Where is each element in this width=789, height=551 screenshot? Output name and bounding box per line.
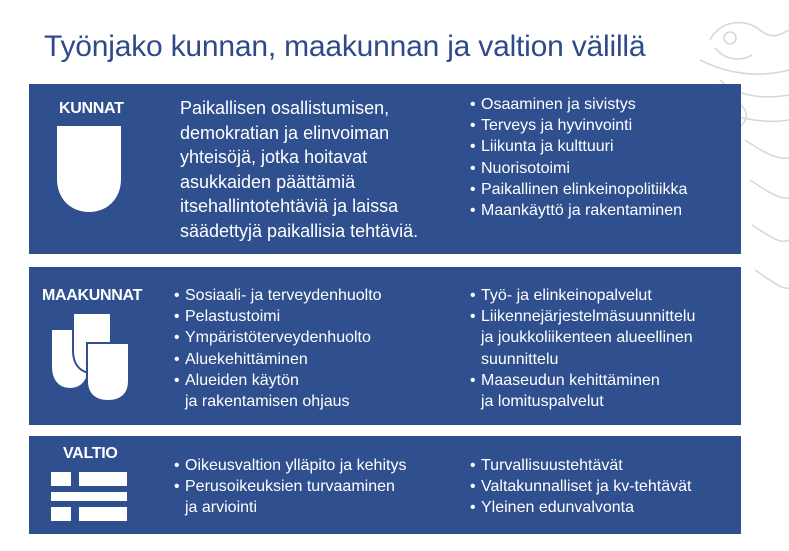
maakunnat-task-item: • Ympäristöterveydenhuolto [174, 327, 382, 348]
valtio-label: VALTIO [63, 445, 118, 462]
kunnat-description: Paikallisen osallistumisen, demokratian ja elinvoiman yhteisöjä, jotka hoitavat asukkaiden päättämiä itsehallintotehtäviä ja laissa säädettyjä paikallisia tehtäviä. [180, 98, 419, 241]
kunnat-task-list [470, 94, 687, 221]
maakunnat-task-item: • Alueiden käytön ja rakentamisen ohjaus [174, 370, 382, 412]
valtio-task-item: • Perusoikeuksien turvaaminen ja arviointi [174, 476, 406, 518]
valtio-left-list [174, 455, 406, 519]
valtio-task-item: • Oikeusvaltion ylläpito ja kehitys [174, 455, 406, 476]
maakunnat-panel [29, 267, 741, 425]
maakunnat-label: MAAKUNNAT [42, 287, 143, 304]
kunnat-task-item: • Maankäyttö ja rakentaminen [470, 200, 687, 221]
maakunnat-task-item: • Pelastustoimi [174, 306, 382, 327]
valtio-task-item: • Turvallisuustehtävät [470, 455, 691, 476]
maakunnat-task-item: • Liikennejärjestelmäsuunnittelu ja joukkoliikenteen alueellinen suunnittelu [470, 306, 695, 370]
maakunnat-task-item: • Maaseudun kehittäminen ja lomituspalvelut [470, 370, 695, 412]
kunnat-task-item: • Terveys ja hyvinvointi [470, 115, 687, 136]
kunnat-task-item: • Nuorisotoimi [470, 158, 687, 179]
finnish-flag-icon [51, 472, 127, 522]
kunnat-task-item: • Paikallinen elinkeinopolitiikka [470, 179, 687, 200]
maakunnat-right-list [470, 285, 695, 412]
maakunnat-task-item: • Sosiaali- ja terveydenhuolto [174, 285, 382, 306]
valtio-task-item: • Valtakunnalliset ja kv-tehtävät [470, 476, 691, 497]
maakunnat-task-item: • Aluekehittäminen [174, 349, 382, 370]
kunnat-task-item: • Liikunta ja kulttuuri [470, 136, 687, 157]
kunnat-task-item: • Osaaminen ja sivistys [470, 94, 687, 115]
valtio-task-item: • Yleinen edunvalvonta [470, 497, 691, 518]
maakunnat-left-list [174, 285, 382, 412]
maakunnat-task-item: • Työ- ja elinkeinopalvelut [470, 285, 695, 306]
kunnat-label: KUNNAT [59, 100, 124, 117]
page-title: Työnjako kunnan, maakunnan ja valtion välillä [44, 30, 646, 63]
shields-group-icon [49, 311, 133, 403]
valtio-panel [29, 436, 741, 534]
shield-icon [55, 124, 123, 214]
valtio-right-list [470, 455, 691, 519]
kunnat-panel [29, 84, 741, 254]
